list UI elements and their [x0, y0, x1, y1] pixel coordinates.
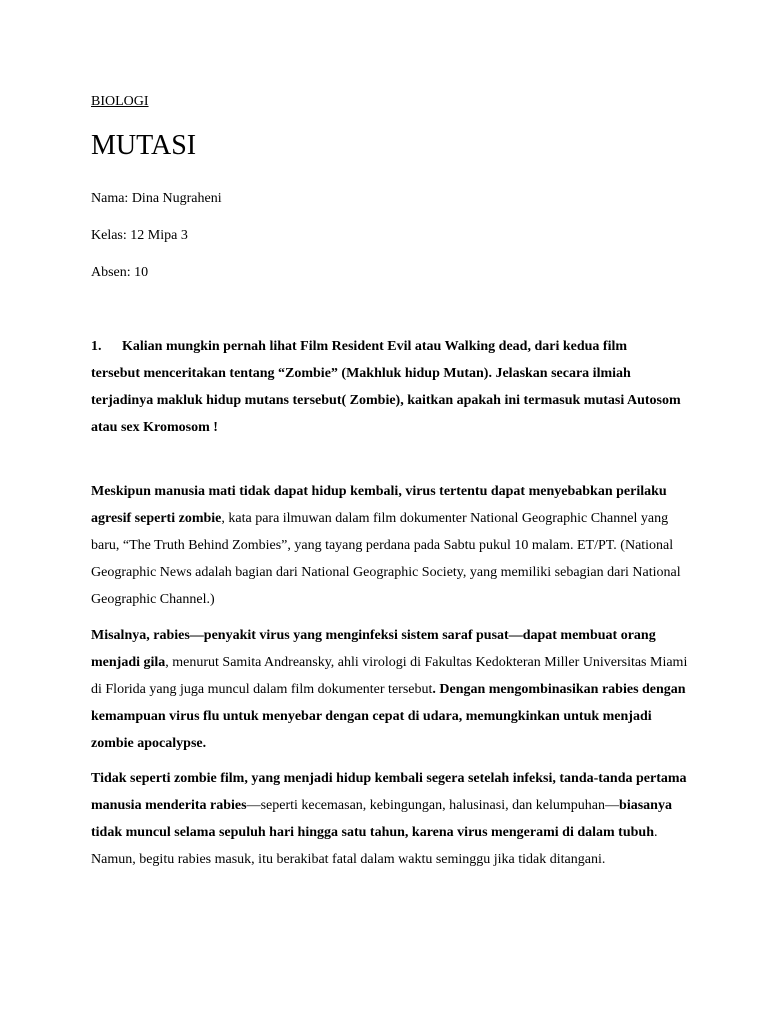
- answer-paragraph-3: [91, 765, 689, 873]
- paragraph-2-bold-2: . Dengan mengombinasikan rabies dengan kemampuan virus flu untuk menyebar dengan cepat di udara, memungkinkan untuk menjadi zombie apocalypse.: [91, 682, 686, 751]
- paragraph-2-bold-1: Misalnya, rabies—penyakit virus yang menginfeksi sistem saraf pusat—dapat membuat orang menjadi gila: [91, 628, 656, 670]
- paragraph-1-text-1: , kata para ilmuwan dalam film dokumenter National Geographic Channel yang baru, “The Truth Behind Zombies”, yang tayang perdana pada Sabtu pukul 10 malam. ET/PT. (National Geographic News adalah bagian dari National Geographic Society, yang memiliki sebagian dari National Geographic Channel.): [91, 511, 681, 607]
- subject-heading: BIOLOGI: [91, 94, 149, 109]
- question-line-1: [91, 333, 689, 360]
- paragraph-1-bold-1: Meskipun manusia mati tidak dapat hidup kembali, virus tertentu dapat menyebabkan perilaku agresif seperti zombie: [91, 484, 667, 526]
- question-1: [91, 333, 689, 441]
- question-text-1: Kalian mungkin pernah lihat Film Resident Evil atau Walking dead, dari kedua film: [122, 339, 628, 354]
- paragraph-2-text-1: , menurut Samita Andreansky, ahli virologi di Fakultas Kedokteran Miller Universitas Miami di Florida yang juga muncul dalam film dokumenter tersebut: [91, 655, 688, 697]
- paragraph-3-text-2: . Namun, begitu rabies masuk, itu berakibat fatal dalam waktu seminggu jika tidak ditangani.: [91, 825, 658, 867]
- student-number: Absen: 10: [91, 265, 149, 280]
- paragraph-3-bold-1: Tidak seperti zombie film, yang menjadi hidup kembali segera setelah infeksi, tanda-tanda pertama manusia menderita rabies: [91, 771, 687, 813]
- paragraph-3-bold-2: biasanya tidak muncul selama sepuluh hari hingga satu tahun, karena virus mengerami di dalam tubuh: [91, 798, 672, 840]
- student-name: Nama: Dina Nugraheni: [91, 191, 222, 206]
- question-text-2: tersebut menceritakan tentang “Zombie” (Makhluk hidup Mutan). Jelaskan secara ilmiah terjadinya makluk hidup mutans tersebut( Zombie), kaitkan apakah ini termasuk mutasi Autosom atau sex Kromosom !: [91, 366, 681, 435]
- document-title: MUTASI: [91, 130, 197, 161]
- student-class: Kelas: 12 Mipa 3: [91, 228, 188, 243]
- answer-paragraph-2: [91, 622, 689, 757]
- question-number: 1.: [91, 339, 102, 354]
- answer-paragraph-1: [91, 478, 689, 613]
- paragraph-3-text-1: —seperti kecemasan, kebingungan, halusinasi, dan kelumpuhan—: [246, 798, 620, 813]
